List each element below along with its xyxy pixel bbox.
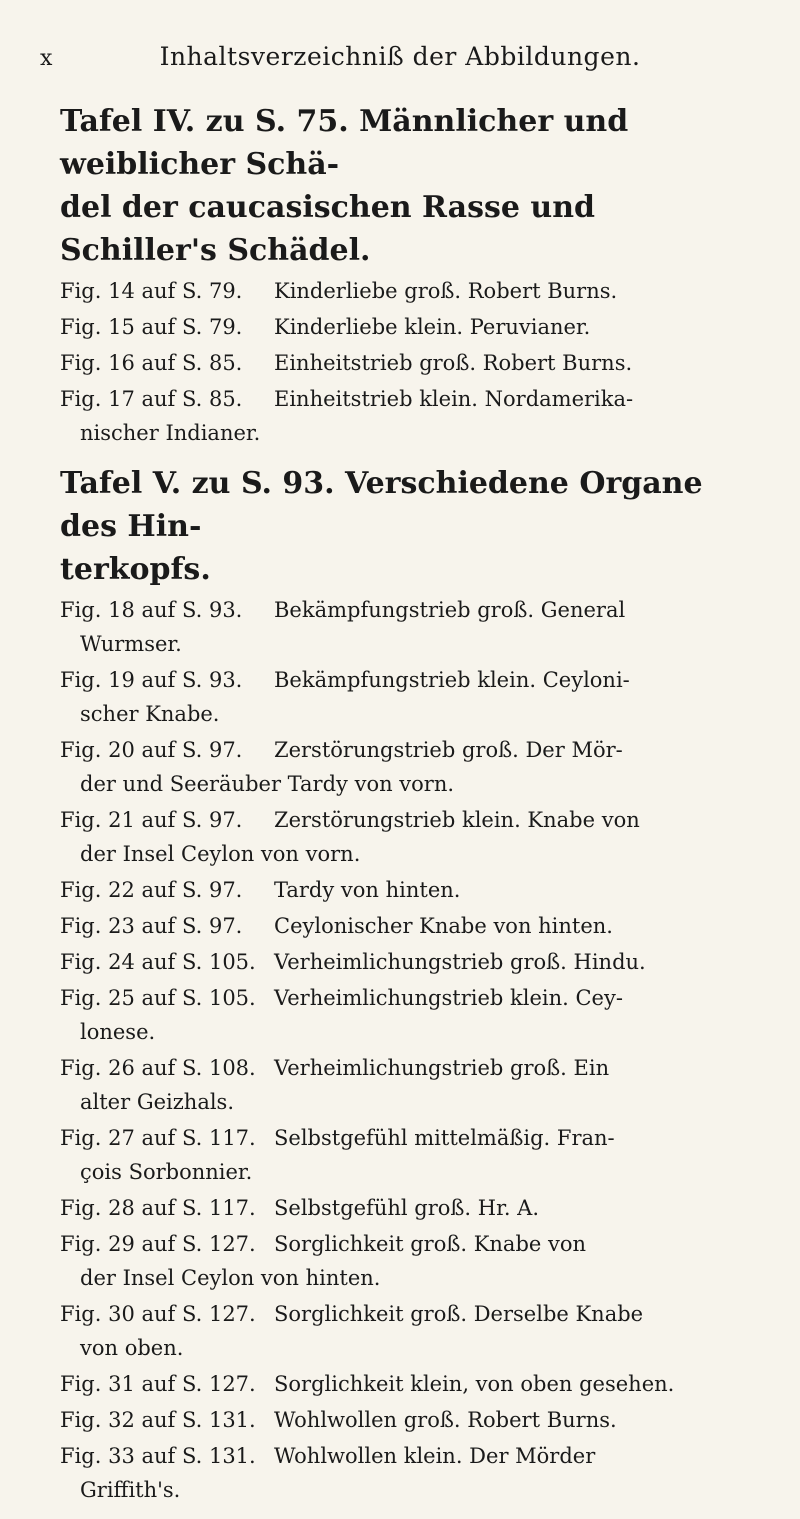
figure-description-continued: Wurmser. bbox=[80, 632, 182, 656]
figure-reference: Fig. 27 auf S. 117. bbox=[60, 1126, 256, 1150]
figure-reference: Fig. 18 auf S. 93. bbox=[60, 598, 243, 622]
figure-entry-line bbox=[60, 346, 760, 380]
figure-reference: Fig. 20 auf S. 97. bbox=[60, 738, 243, 762]
figure-entry-line bbox=[60, 382, 760, 416]
figure-description-continued: der und Seeräuber Tardy von vorn. bbox=[80, 772, 455, 796]
figure-entry-line bbox=[60, 663, 760, 697]
figure-entry bbox=[60, 274, 760, 308]
figure-description: Selbstgefühl groß. Hr. A. bbox=[274, 1196, 540, 1220]
figure-reference: Fig. 19 auf S. 93. bbox=[60, 668, 243, 692]
figure-description: Verheimlichungstrieb groß. Ein bbox=[274, 1056, 610, 1080]
figure-entry-line bbox=[60, 1439, 760, 1473]
figure-entry-line bbox=[60, 310, 760, 344]
figure-entry-line bbox=[60, 909, 760, 943]
figure-entry-line bbox=[60, 1367, 760, 1401]
figure-entry-line bbox=[60, 981, 760, 1015]
figure-entry bbox=[60, 1439, 760, 1507]
figure-description-continued: der Insel Ceylon von vorn. bbox=[80, 842, 361, 866]
figure-description: Einheitstrieb groß. Robert Burns. bbox=[274, 351, 633, 375]
figure-reference: Fig. 26 auf S. 108. bbox=[60, 1056, 256, 1080]
figure-entry-line bbox=[60, 873, 760, 907]
plate-heading-line: del der caucasischen Rasse und Schiller's Schädel. bbox=[60, 190, 596, 268]
figure-entry bbox=[60, 1191, 760, 1225]
plate-heading bbox=[60, 100, 760, 272]
figure-description: Sorglichkeit klein, von oben gesehen. bbox=[274, 1372, 675, 1396]
plate-heading-line: Tafel V. zu S. 93. Verschiedene Organe des Hin- bbox=[60, 466, 703, 544]
plate-heading-line: Tafel IV. zu S. 75. Männlicher und weiblicher Schä- bbox=[60, 104, 629, 182]
figure-reference: Fig. 30 auf S. 127. bbox=[60, 1302, 256, 1326]
figure-description: Bekämpfungstrieb groß. General bbox=[274, 598, 626, 622]
figure-entry-line bbox=[60, 593, 760, 627]
figure-reference: Fig. 16 auf S. 85. bbox=[60, 351, 243, 375]
figure-entry bbox=[60, 310, 760, 344]
figure-description: Wohlwollen groß. Robert Burns. bbox=[274, 1408, 617, 1432]
figure-description: Wohlwollen klein. Der Mörder bbox=[274, 1444, 596, 1468]
plate-heading bbox=[60, 462, 760, 591]
figure-description: Sorglichkeit groß. Knabe von bbox=[274, 1232, 587, 1256]
figure-entry-line bbox=[60, 1051, 760, 1085]
figure-description: Bekämpfungstrieb klein. Ceyloni- bbox=[274, 668, 630, 692]
figure-entry-line bbox=[60, 1227, 760, 1261]
figure-description-continued: çois Sorbonnier. bbox=[80, 1160, 253, 1184]
figure-description: Ceylonischer Knabe von hinten. bbox=[274, 914, 613, 938]
figure-entry bbox=[60, 1403, 760, 1437]
figure-reference: Fig. 15 auf S. 79. bbox=[60, 315, 243, 339]
table-of-illustrations bbox=[60, 100, 760, 1519]
figure-entry bbox=[60, 382, 760, 450]
figure-entry bbox=[60, 1227, 760, 1295]
figure-description: Zerstörungstrieb klein. Knabe von bbox=[274, 808, 640, 832]
plate-heading-line: terkopfs. bbox=[60, 552, 211, 587]
figure-entry-line bbox=[60, 1403, 760, 1437]
figure-entry bbox=[60, 803, 760, 871]
figure-entry bbox=[60, 663, 760, 731]
page-header bbox=[40, 40, 760, 80]
figure-entry-line bbox=[60, 274, 760, 308]
figure-reference: Fig. 24 auf S. 105. bbox=[60, 950, 256, 974]
figure-entry bbox=[60, 593, 760, 661]
page-number: x bbox=[40, 46, 53, 71]
figure-description: Kinderliebe klein. Peruvianer. bbox=[274, 315, 591, 339]
figure-entry bbox=[60, 981, 760, 1049]
figure-description-continued: lonese. bbox=[80, 1020, 156, 1044]
figure-entry bbox=[60, 733, 760, 801]
figure-entry-line bbox=[60, 1121, 760, 1155]
figure-reference: Fig. 29 auf S. 127. bbox=[60, 1232, 256, 1256]
figure-entry bbox=[60, 1121, 760, 1189]
figure-entry bbox=[60, 1297, 760, 1365]
figure-entry bbox=[60, 346, 760, 380]
figure-reference: Fig. 32 auf S. 131. bbox=[60, 1408, 256, 1432]
figure-entry-line bbox=[60, 803, 760, 837]
figure-entry bbox=[60, 1367, 760, 1401]
figure-entry bbox=[60, 945, 760, 979]
figure-reference: Fig. 14 auf S. 79. bbox=[60, 279, 243, 303]
figure-reference: Fig. 23 auf S. 97. bbox=[60, 914, 243, 938]
figure-description: Zerstörungstrieb groß. Der Mör- bbox=[274, 738, 623, 762]
figure-entry-line bbox=[60, 1191, 760, 1225]
figure-description: Verheimlichungstrieb klein. Cey- bbox=[274, 986, 623, 1010]
figure-entry-line bbox=[60, 945, 760, 979]
figure-description-continued: von oben. bbox=[80, 1336, 184, 1360]
figure-reference: Fig. 33 auf S. 131. bbox=[60, 1444, 256, 1468]
figure-description-continued: Griffith's. bbox=[80, 1478, 181, 1502]
figure-description-continued: alter Geizhals. bbox=[80, 1090, 235, 1114]
figure-reference: Fig. 28 auf S. 117. bbox=[60, 1196, 256, 1220]
figure-description: Einheitstrieb klein. Nordamerika- bbox=[274, 387, 634, 411]
figure-reference: Fig. 31 auf S. 127. bbox=[60, 1372, 256, 1396]
figure-description: Selbstgefühl mittelmäßig. Fran- bbox=[274, 1126, 615, 1150]
figure-reference: Fig. 25 auf S. 105. bbox=[60, 986, 256, 1010]
figure-description: Sorglichkeit groß. Derselbe Knabe bbox=[274, 1302, 644, 1326]
figure-description-continued: scher Knabe. bbox=[80, 702, 220, 726]
figure-description: Kinderliebe groß. Robert Burns. bbox=[274, 279, 618, 303]
figure-description-continued: nischer Indianer. bbox=[80, 421, 261, 445]
running-title: Inhaltsverzeichniß der Abbildungen. bbox=[159, 42, 641, 71]
figure-reference: Fig. 22 auf S. 97. bbox=[60, 878, 243, 902]
figure-description-continued: der Insel Ceylon von hinten. bbox=[80, 1266, 381, 1290]
figure-entry bbox=[60, 1051, 760, 1119]
figure-reference: Fig. 17 auf S. 85. bbox=[60, 387, 243, 411]
figure-description: Tardy von hinten. bbox=[274, 878, 461, 902]
figure-entry bbox=[60, 909, 760, 943]
figure-entry-line bbox=[60, 733, 760, 767]
figure-reference: Fig. 21 auf S. 97. bbox=[60, 808, 243, 832]
figure-description: Verheimlichungstrieb groß. Hindu. bbox=[274, 950, 646, 974]
plate-section bbox=[60, 100, 760, 450]
plate-section bbox=[60, 462, 760, 1507]
figure-entry-line bbox=[60, 1297, 760, 1331]
figure-entry bbox=[60, 873, 760, 907]
